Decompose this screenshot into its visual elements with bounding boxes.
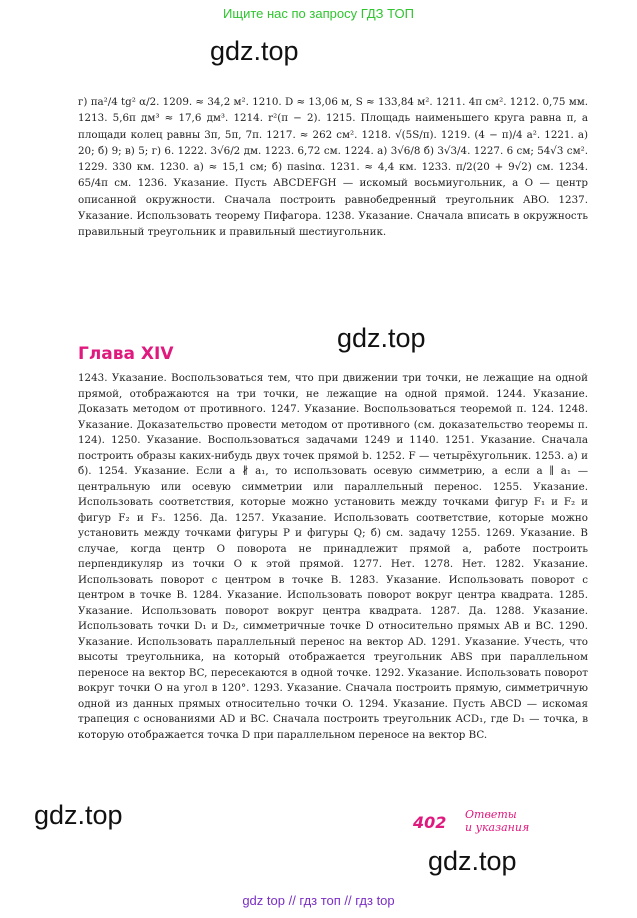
page-number: 402 <box>413 813 447 832</box>
answers-section-chapter-14 <box>78 371 588 743</box>
running-title <box>465 808 529 834</box>
answers-paragraph-1: г) πa²/4 tg² α/2. 1209. ≈ 34,2 м². 1210. D ≈ 13,06 м, S ≈ 133,84 м². 1211. 4π см². 1212. 0,75 мм. 1213. 5,6π дм³ ≈ 17,6 дм³. 1214. r²(π − 2). 1215. Площадь наименьшего круга равна π, а площади колец равны 3π, 5π, 7π. 1217. ≈ 262 см². 1218. √(5S/π). 1219. (4 − π)/4 a². 1221. а) 20; б) 9; в) 5; г) 6. 1222. 3√6/2 дм. 1223. 6,72 см. 1224. а) 3√6/8 б) 3√3/4. 1227. 6 см; 54√3 см². 1229. 330 км. 1230. а) ≈ 15,1 см; б) πasinα. 1231. ≈ 4,4 км. 1233. π/2(20 + 9√2) см. 1234. 65/4π см. 1236. Указание. Пусть ABCDEFGH — искомый восьмиугольник, а O — центр описанной окружности. Сначала построить равнобедренный треугольник ABO. 1237. Указание. Использовать теорему Пифагора. 1238. Указание. Сначала вписать в окружность правильный треугольник и правильный шестиугольник. <box>78 96 588 239</box>
watermark-middle: gdz.top <box>337 323 426 353</box>
answers-paragraph-2: 1243. Указание. Воспользоваться тем, что при движении три точки, не лежащие на одной прямой, отображаются на три точки, не лежащие на одной прямой. 1244. Указание. Доказать методом от противного. 1247. Указание. Воспользоваться теоремой п. 124. 1248. Указание. Доказательство провести методом от противного (см. доказательство теоремы п. 124). 1250. Указание. Воспользоваться задачами 1249 и 1140. 1251. Указание. Сначала построить образы каких-нибудь двух точек прямой b. 1252. F — четырёхугольник. 1253. а) и б). 1254. Указание. Если a ∦ a₁, то использовать осевую симметрию, а если a ∥ a₁ — центральную или осевую симметрии или параллельный перенос. 1255. Указание. Использовать соответствия, которые можно установить между точками фигур F₁ и F₂ и фигур F₂ и F₃. 1256. Да. 1257. Указание. Использовать соответствие, которые можно установить между точками фигуры P и фигуры Q; б) см. задачу 1255. 1269. Указание. В случае, когда центр O поворота не принадлежит прямой a, работе построить перпендикуляр из точки O к этой прямой. 1277. Нет. 1278. Нет. 1282. Указание. Использовать поворот с центром в точке B. 1283. Указание. Использовать поворот с центром в точке B. 1284. Указание. Использовать поворот вокруг центра квадрата. 1285. Указание. Использовать поворот вокруг центра квадрата. 1287. Да. 1288. Указание. Использовать точки D₁ и D₂, симметричные точке D относительно прямых AB и BC. 1290. Указание. Использовать параллельный перенос на вектор AD. 1291. Указание. Учесть, что высоты треугольника, на который отображается треугольник ABS при параллельном переносе на вектор BC, пересекаются в одной точке. 1292. Указание. Использовать поворот вокруг точки O на угол в 120°. 1293. Указание. Сначала построить прямую, симметричную одной из данных прямых относительно точки O. 1294. Указание. Пусть ABCD — искомая трапеция с основаниями AD и BC. Сначала построить треугольник ACD₁, где D₁ — точка, в которую отображается точка D при параллельном переносе на вектор BC. <box>78 372 588 741</box>
running-title-line-2: и указания <box>465 821 530 834</box>
watermark-top: gdz.top <box>210 36 299 66</box>
watermark-bottom-right: gdz.top <box>428 846 517 876</box>
bottom-banner[interactable]: gdz top // гдз топ // гдз top <box>242 893 395 908</box>
running-title-line-1: Ответы <box>465 808 517 821</box>
answers-section-chapter-13 <box>78 94 588 241</box>
chapter-heading: Глава XIV <box>78 344 174 364</box>
watermark-bottom-left: gdz.top <box>34 800 123 830</box>
top-search-banner[interactable]: Ищите нас по запросу ГДЗ ТОП <box>223 6 414 21</box>
